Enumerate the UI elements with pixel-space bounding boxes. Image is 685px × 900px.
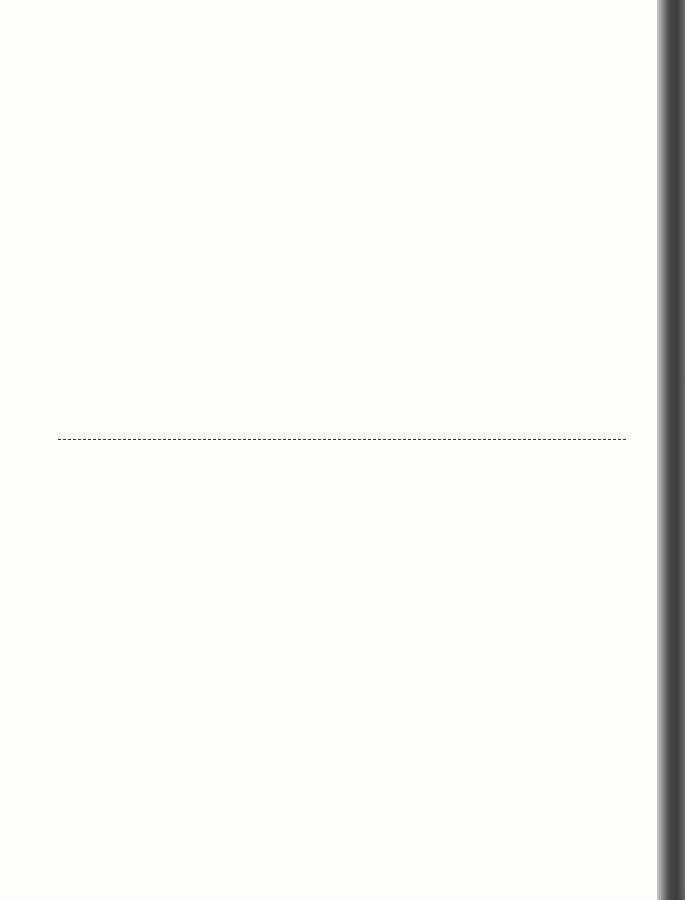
scanned-page-edge	[657, 0, 685, 900]
dashed-divider	[58, 439, 626, 440]
